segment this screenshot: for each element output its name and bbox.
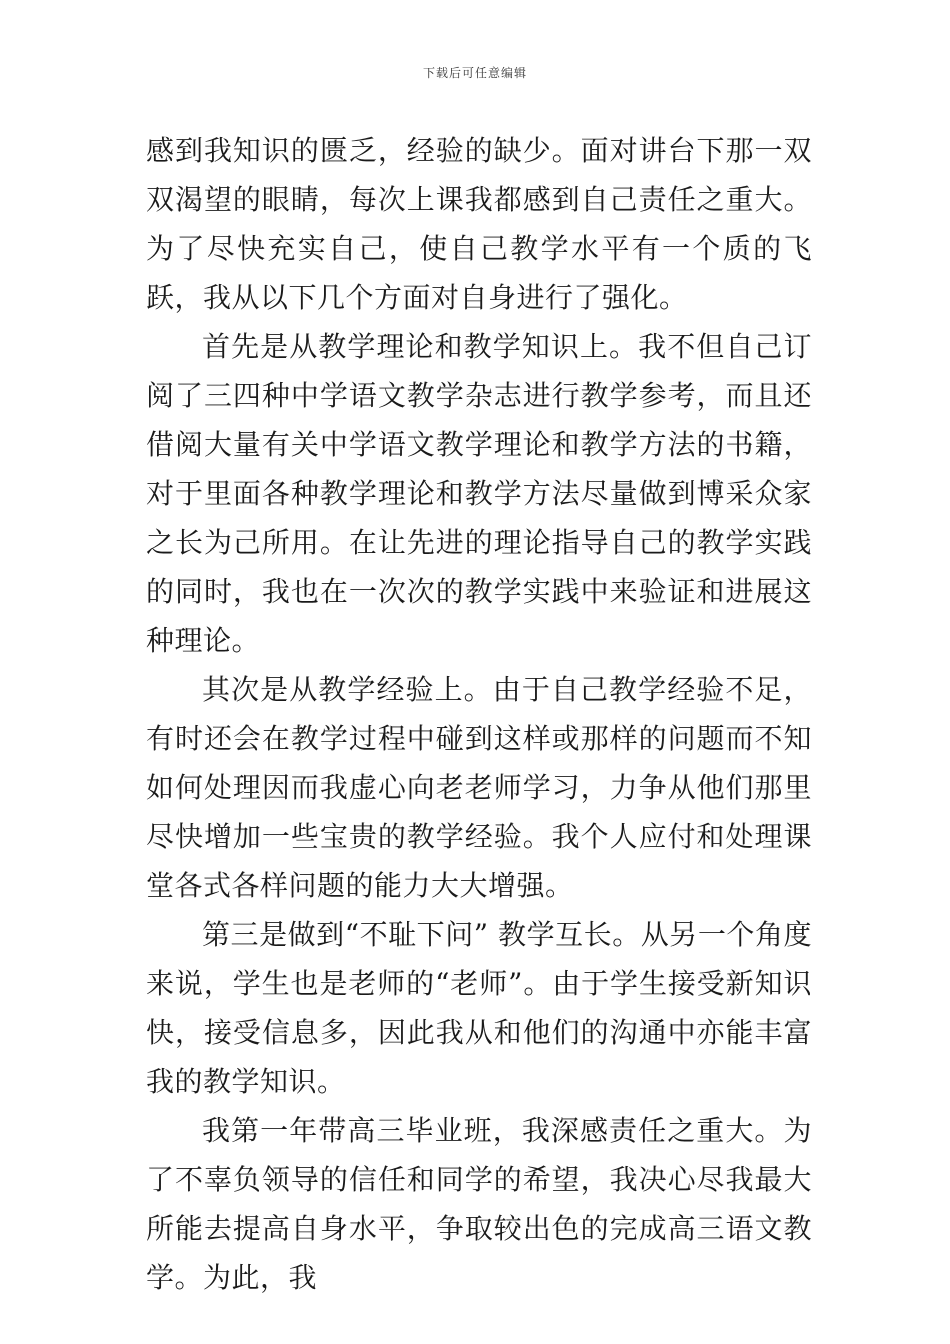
page-header-note: 下载后可任意编辑: [422, 66, 527, 80]
paragraph-teaching-experience: 其次是从教学经验上。由于自己教学经验不足，有时还会在教学过程中碰到这样或那样的问题而不知如何处理因而我虚心向老老师学习，力争从他们那里尽快增加一些宝贵的教学经验。我个人应付和处理课堂各式各样问题的能力大大增强。: [146, 673, 812, 902]
paragraph-teaching-theory: 首先是从教学理论和教学知识上。我不但自己订阅了三四种中学语文教学杂志进行教学参考，而且还借阅大量有关中学语文教学理论和教学方法的书籍，对于里面各种教学理论和教学方法尽量做到博采众家之长为己所用。在让先进的理论指导自己的教学实践的同时，我也在一次次的教学实践中来验证和进展这种理论。: [146, 330, 812, 657]
paragraph-senior-class: 我第一年带高三毕业班，我深感责任之重大。为了不辜负领导的信任和同学的希望，我决心尽我最大所能去提高自身水平，争取较出色的完成高三语文教学。为此，我: [146, 1114, 812, 1294]
paragraph-continuation: 感到我知识的匮乏，经验的缺少。面对讲台下那一双双渴望的眼睛，每次上课我都感到自己责任之重大。为了尽快充实自己，使自己教学水平有一个质的飞跃，我从以下几个方面对自身进行了强化。: [146, 134, 812, 314]
document-body: [146, 126, 812, 1302]
paragraph-learning-from-students: 第三是做到“不耻下问” 教学互长。从另一个角度来说，学生也是老师的“老师”。由于学生接受新知识快，接受信息多，因此我从和他们的沟通中亦能丰富我的教学知识。: [146, 918, 812, 1098]
